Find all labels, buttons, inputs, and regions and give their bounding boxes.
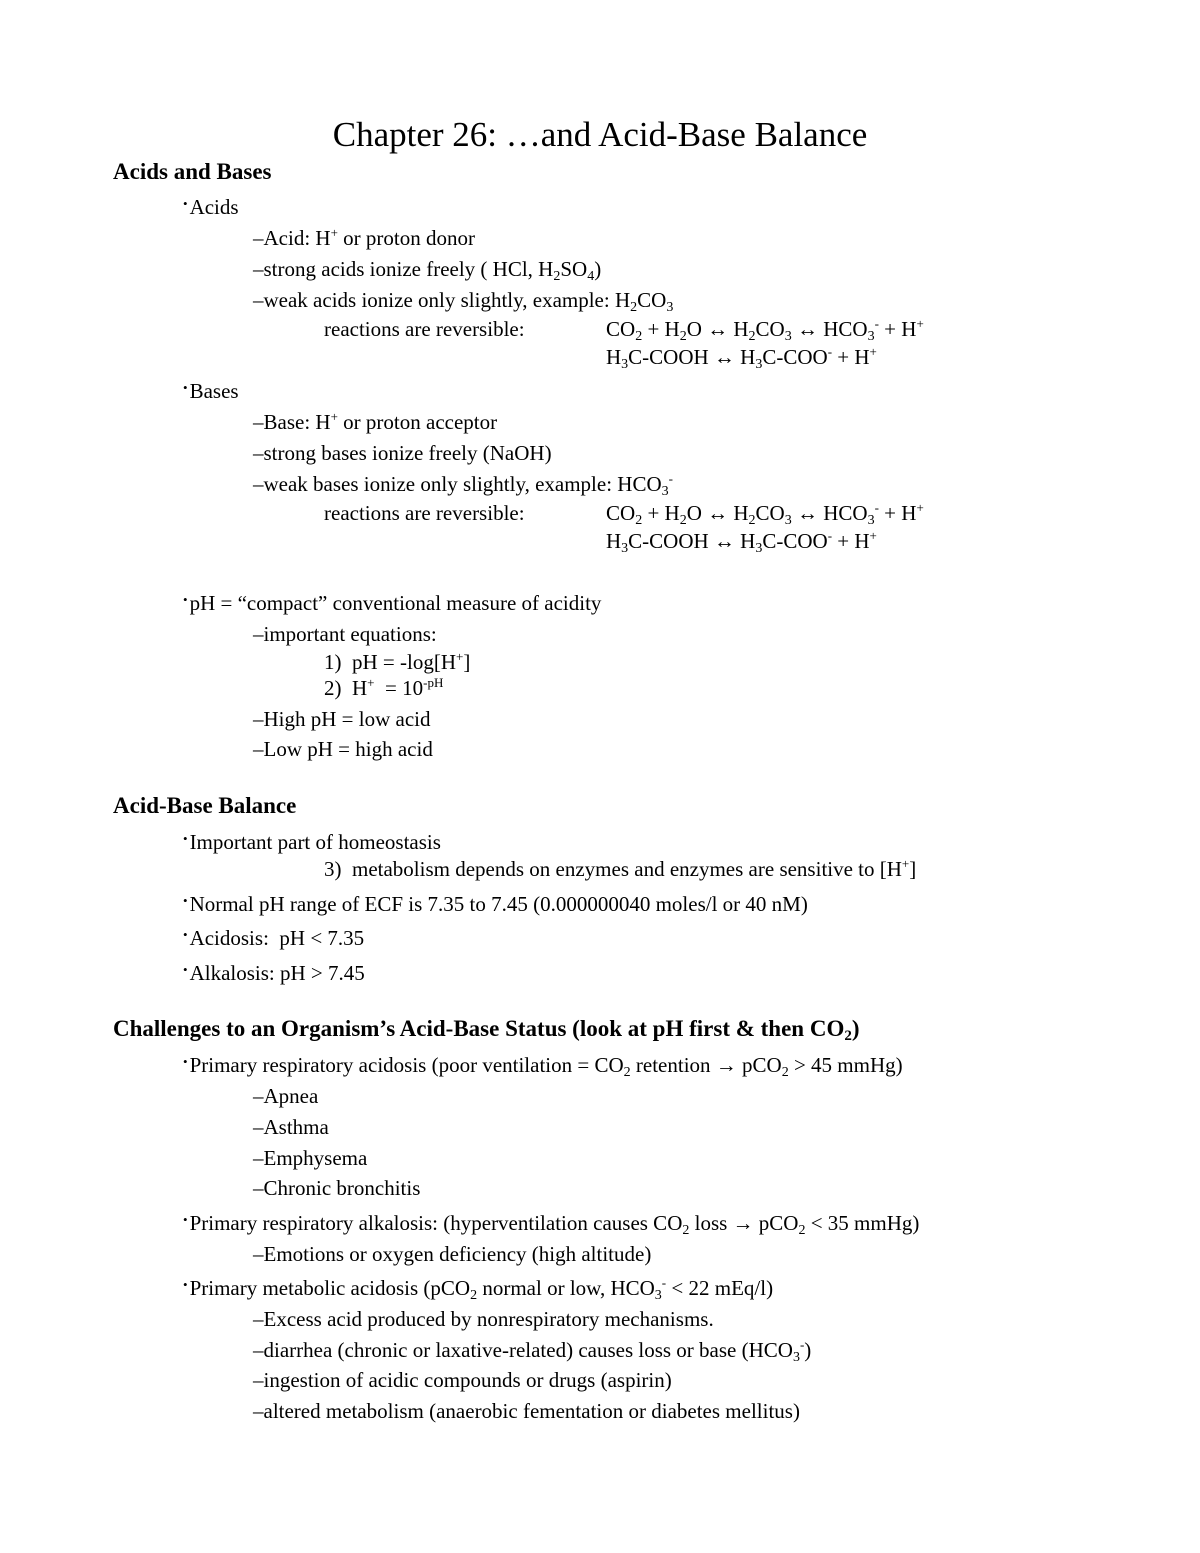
bullet-metabolic-acidosis: •Primary metabolic acidosis (pCO$_2$ normal or low, $HCO_3^- < 22$ mEq/l) <box>183 1275 774 1303</box>
list-item: –Chronic bronchitis <box>253 1176 421 1200</box>
equation: $CO_2 + H_2O$ ↔ $H_2CO_3$ ↔ $HCO_3^- + H^+$ <box>606 500 924 528</box>
bullet-resp-acidosis: •Primary respiratory acidosis (poor ventilation = $CO_2$ retention → pCO$_2$ > 45 mmHg) <box>183 1053 903 1080</box>
equation: 1) pH = -log[H+] <box>324 649 471 674</box>
list-item: –altered metabolism (anaerobic fementation or diabetes mellitus) <box>253 1399 800 1423</box>
equation: $CO_2 + H_2O$ ↔ $H_2CO_3$ ↔ $HCO_3^- + H^+$ <box>606 316 924 344</box>
section-heading-acids-and-bases: Acids and Bases <box>113 159 272 184</box>
list-item: –Asthma <box>253 1115 329 1139</box>
page-title: Chapter 26: …and Acid-Base Balance <box>332 115 868 154</box>
list-item: –Excess acid produced by nonrespiratory mechanisms. <box>253 1307 714 1331</box>
bullet-resp-alkalosis: •Primary respiratory alkalosis: (hyperventilation causes $CO_2$ loss → pCO$_2$ < 35 mmHg) <box>183 1211 920 1238</box>
equation: 2) $H^+ = 10^{-pH}$ <box>324 675 444 700</box>
list-item: –ingestion of acidic compounds or drugs (aspirin) <box>253 1368 672 1392</box>
bullet-normal-ph: •Normal pH range of ECF is 7.35 to 7.45 (0.000000040 moles/l or 40 nM) <box>183 892 808 916</box>
equation: $H_3C$-COOH ↔ $H_3C-COO^- + H^+$ <box>606 344 877 372</box>
list-item: –Base: H+ or proton acceptor <box>253 409 498 434</box>
list-item: –weak acids ionize only slightly, example: $H_2CO_3$ <box>253 288 674 315</box>
equation: $H_3C$-COOH ↔ $H_3C-COO^- + H^+$ <box>606 528 877 556</box>
list-item: –important equations: <box>253 622 437 646</box>
list-item: –weak bases ionize only slightly, example: $HCO_3^-$ <box>253 471 673 499</box>
bullet-acids: •Acids <box>183 195 239 219</box>
list-item: reactions are reversible: <box>324 501 525 525</box>
bullet-homeostasis: •Important part of homeostasis <box>183 830 441 854</box>
list-item: –strong acids ionize freely ( HCl, $H_2SO_4$) <box>253 257 602 284</box>
bullet-ph: •pH = “compact” conventional measure of acidity <box>183 591 602 615</box>
bullet-acidosis: •Acidosis: pH < 7.35 <box>183 926 365 950</box>
list-item: –Acid: H+ or proton donor <box>253 225 475 250</box>
list-item: –Emphysema <box>253 1146 368 1170</box>
bullet-bases: •Bases <box>183 379 239 403</box>
list-item: –strong bases ionize freely (NaOH) <box>253 441 552 465</box>
list-item: –Apnea <box>253 1084 319 1108</box>
list-item: –High pH = low acid <box>253 707 431 731</box>
list-item: –diarrhea (chronic or laxative-related) causes loss or base $(HCO_3^-)$ <box>253 1337 812 1365</box>
list-item: 3) metabolism depends on enzymes and enzymes are sensitive to [H+] <box>324 856 917 881</box>
section-heading-acid-base-balance: Acid-Base Balance <box>113 793 297 818</box>
list-item: reactions are reversible: <box>324 317 525 341</box>
section-heading-challenges: Challenges to an Organism’s Acid-Base Status (look at pH first & then $CO_2$) <box>113 1016 860 1044</box>
bullet-alkalosis: •Alkalosis: pH > 7.45 <box>183 961 365 985</box>
list-item: –Low pH = high acid <box>253 737 433 761</box>
list-item: –Emotions or oxygen deficiency (high altitude) <box>253 1242 652 1266</box>
